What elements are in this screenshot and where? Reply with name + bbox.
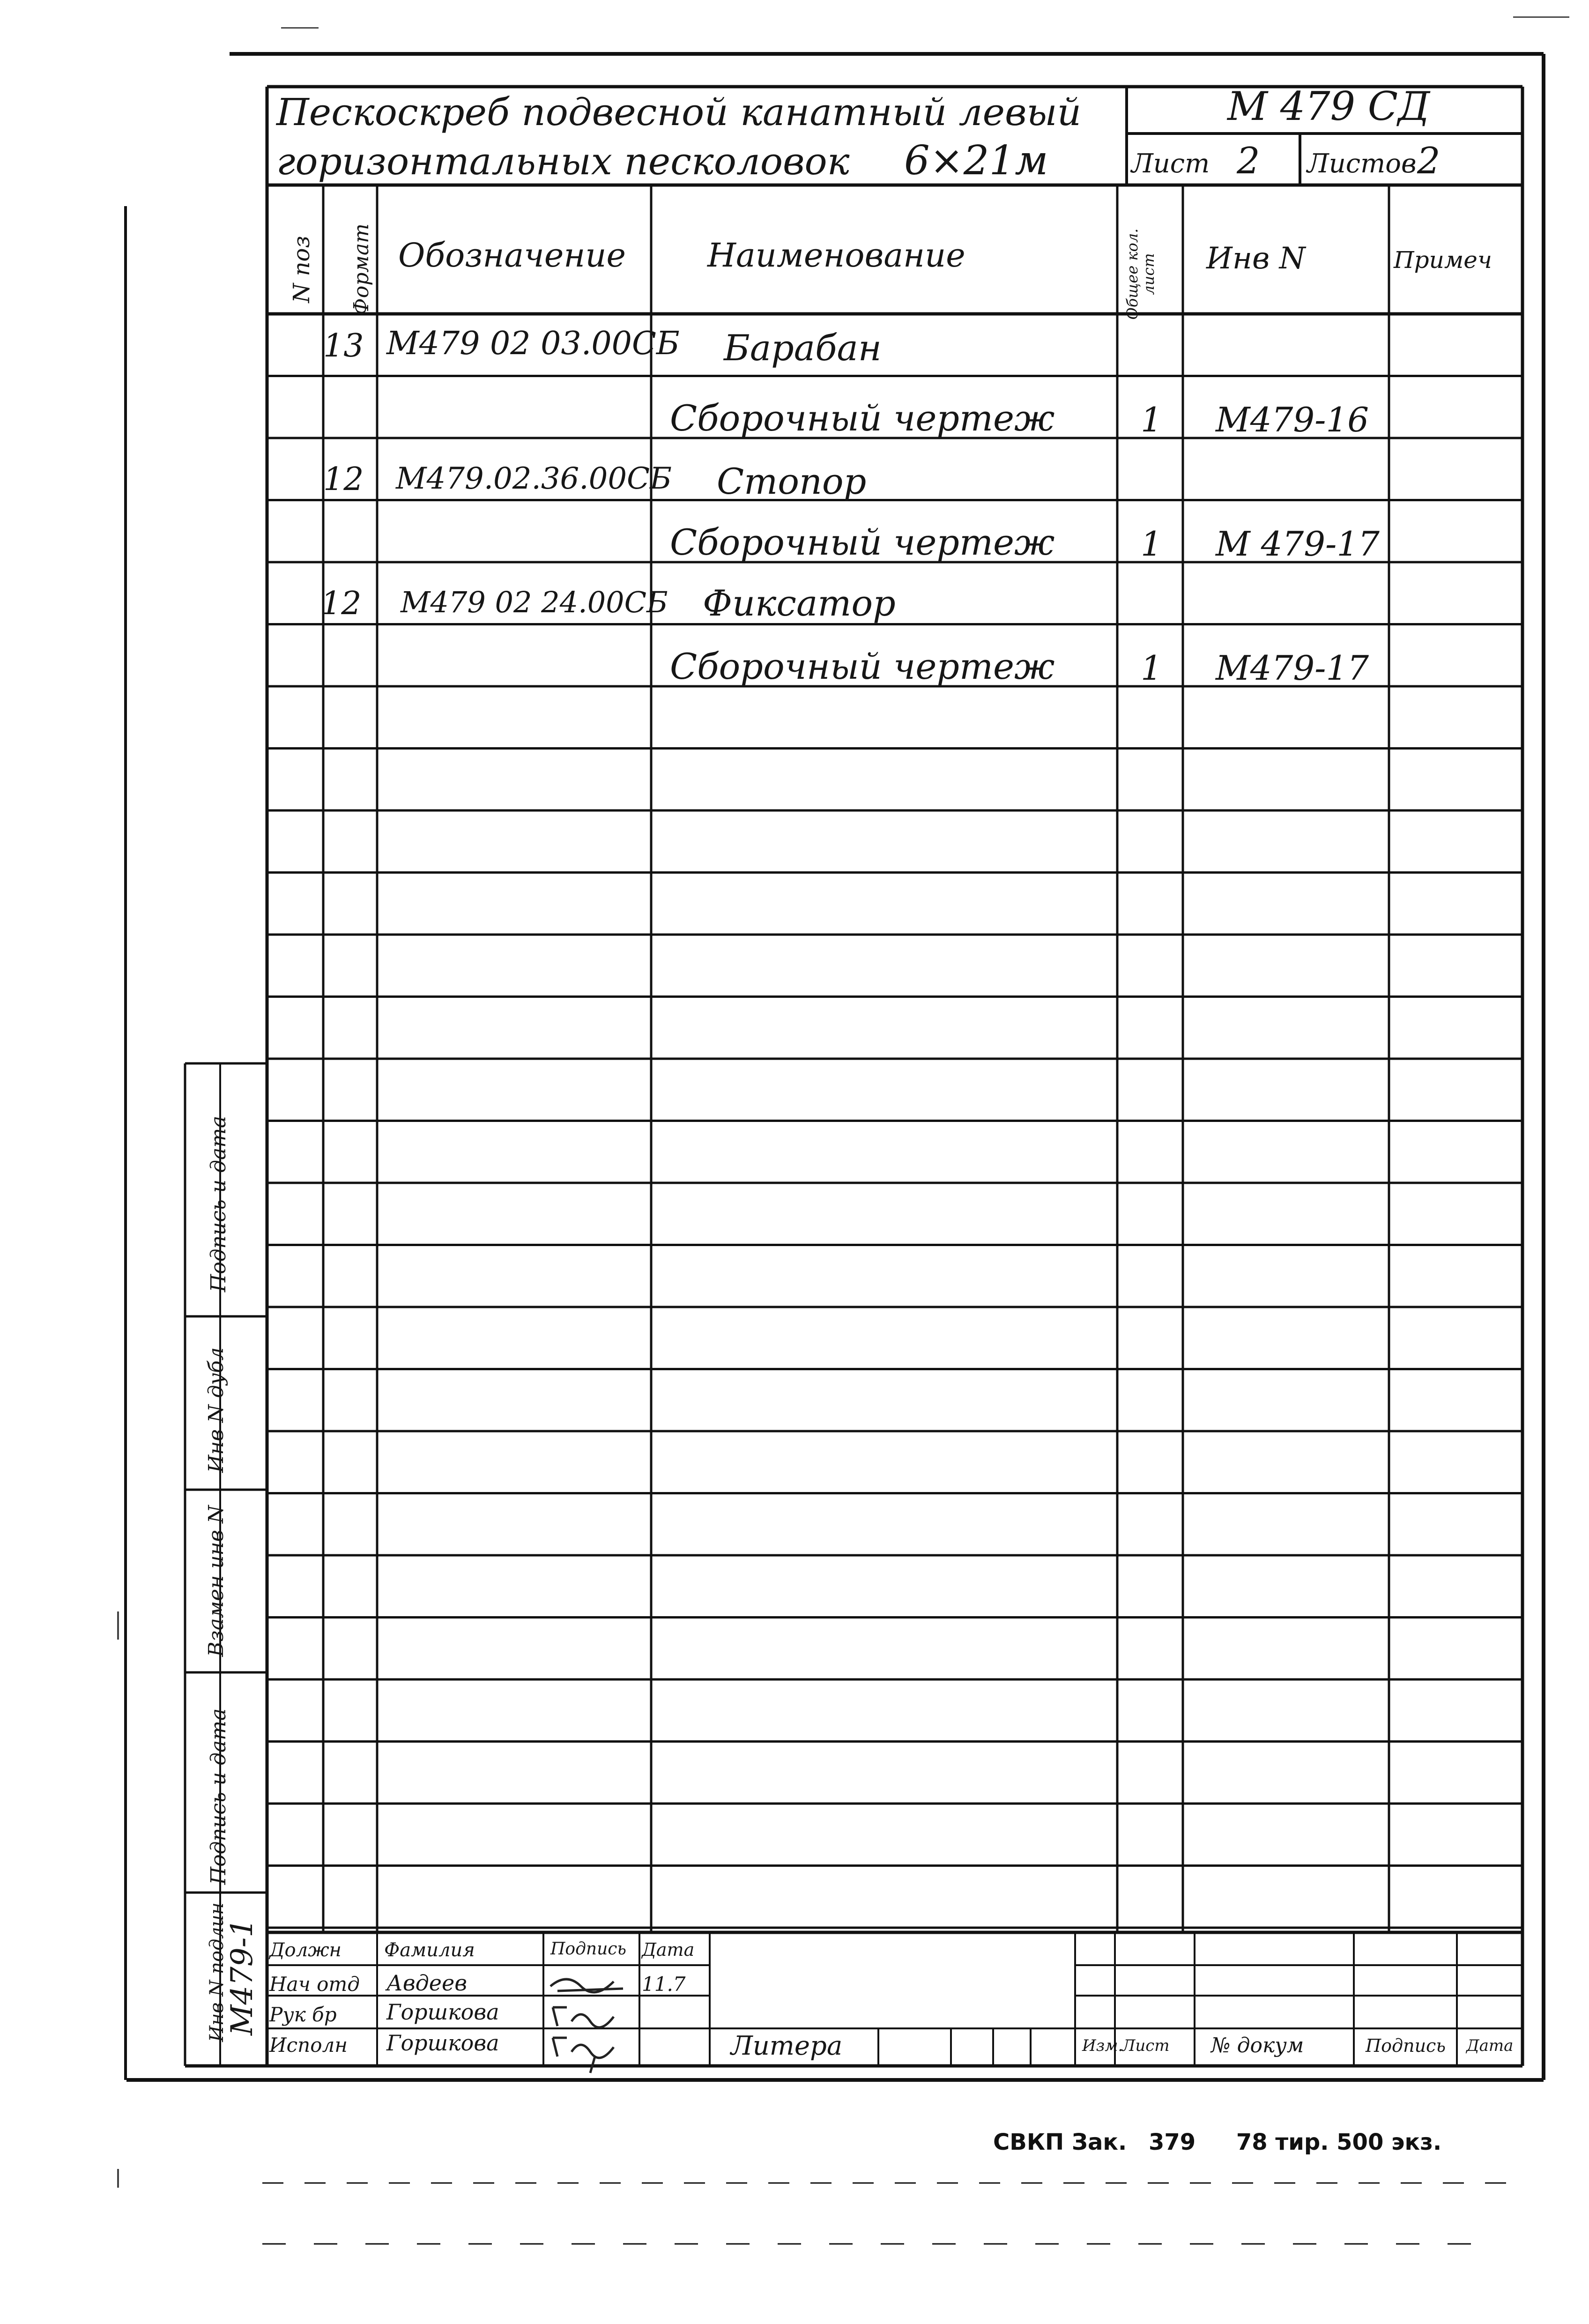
sheets-total: 2 — [1417, 140, 1440, 182]
row-designation: М479 02 24.00СБ — [401, 585, 668, 619]
tb-position: Исполн — [269, 2034, 348, 2057]
tb-header-date: Дата — [642, 1939, 695, 1960]
footer-print-run: 78 тир. 500 экз. — [1236, 2129, 1442, 2155]
tb-position: Рук бр — [269, 2003, 337, 2026]
footer-order-label: СВКП Зак. — [993, 2129, 1127, 2155]
row-designation: М479.02.36.00СБ — [396, 461, 672, 496]
print-footer — [993, 2129, 1441, 2155]
tb-surname: Авдеев — [386, 1970, 467, 1996]
scan-artifact — [117, 1611, 119, 1640]
col-header-qty: Общее кол. лист — [1123, 228, 1158, 320]
signature — [548, 1968, 628, 2000]
scan-artifact — [281, 27, 319, 29]
tb-litera: Литера — [731, 2031, 843, 2061]
side-label-vzamen: Взамен инв N — [204, 1505, 228, 1657]
document-code: М 479 СД — [1227, 83, 1430, 129]
tb-surname: Горшкова — [386, 1999, 499, 2025]
col-header-designation: Обозначение — [398, 236, 626, 275]
scan-artifact — [117, 2169, 119, 2188]
row-format: 12 — [321, 585, 362, 622]
signature — [548, 2028, 628, 2075]
row-name: Стопор — [717, 460, 867, 502]
col-header-pos: N поз — [289, 236, 315, 303]
row-qty: 1 — [1141, 400, 1162, 439]
tb-position: Нач отд — [269, 1973, 360, 1996]
tb-rev-doc: № докум — [1211, 2034, 1304, 2057]
scan-artifact — [1513, 16, 1569, 18]
col-header-format: Формат — [349, 223, 373, 315]
col-header-name: Наименование — [707, 236, 965, 275]
row-format: 13 — [323, 327, 364, 364]
tb-date: 11.7 — [642, 1973, 686, 1996]
title-line-2: горизонтальных песколовок — [276, 140, 850, 183]
signature — [548, 1998, 628, 2031]
row-qty: 1 — [1141, 648, 1162, 688]
side-label-inv-dubl: Инв N дубл — [204, 1347, 228, 1473]
row-qty: 1 — [1141, 524, 1162, 564]
tb-header-surname: Фамилия — [384, 1939, 475, 1961]
tb-rev-sign: Подпись — [1366, 2035, 1446, 2056]
row-inv: М479-16 — [1216, 400, 1369, 439]
row-format: 12 — [323, 461, 364, 498]
side-value-inv-podl: М479-1 — [225, 1918, 260, 2036]
row-name: Сборочный чертеж — [670, 646, 1055, 687]
col-header-note: Примеч — [1394, 246, 1492, 274]
tb-rev-date: Дата — [1466, 2036, 1514, 2055]
row-name: Фиксатор — [703, 582, 896, 624]
sheet-label: Лист — [1131, 148, 1210, 179]
footer-order-number: 379 — [1148, 2129, 1196, 2155]
row-inv: М479-17 — [1216, 648, 1369, 688]
tb-rev-list: Лист — [1122, 2036, 1170, 2055]
tb-rev-izm: Изм. — [1082, 2036, 1123, 2055]
sheet-number: 2 — [1237, 140, 1260, 182]
side-label-sign-date-2: Подпись и дата — [207, 1708, 230, 1885]
tb-header-position: Должн — [269, 1939, 342, 1961]
sheets-label: Листов — [1307, 148, 1417, 179]
row-designation: М479 02 03.00СБ — [386, 325, 680, 362]
row-name: Сборочный чертеж — [670, 521, 1055, 563]
tb-surname: Горшкова — [386, 2030, 499, 2056]
row-name: Сборочный чертеж — [670, 397, 1055, 439]
row-name: Барабан — [724, 327, 882, 369]
side-label-inv-podl: Инв N подлин — [206, 1902, 228, 2042]
row-inv: М 479-17 — [1216, 524, 1380, 564]
title-size: 6×21м — [904, 137, 1048, 184]
side-label-sign-date-1: Подпись и дата — [207, 1115, 230, 1292]
col-header-inv: Инв N — [1206, 241, 1306, 276]
title-line-1: Пескоскреб подвесной канатный левый — [276, 90, 1082, 134]
tb-header-sign: Подпись — [550, 1939, 627, 1959]
